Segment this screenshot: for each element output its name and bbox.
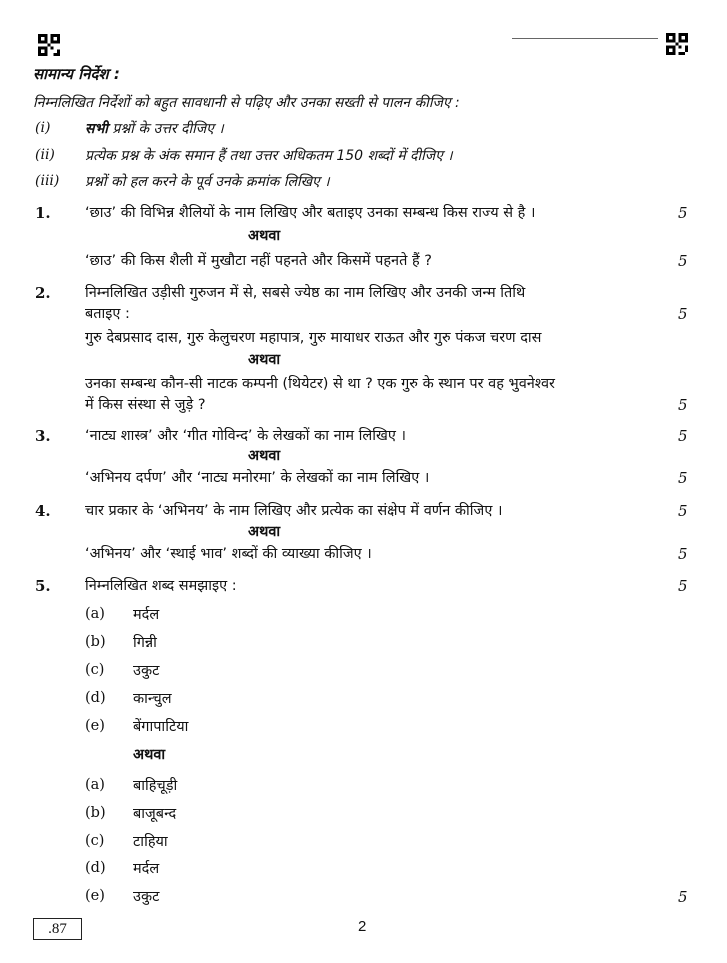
instruction-text: प्रत्येक प्रश्न के अंक समान हैं तथा उत्तर अधिकतम 150 शब्दों में दीजिए । (85, 148, 453, 164)
option-term: बाहिचूड़ी (133, 778, 178, 794)
option-label: (a) (85, 777, 105, 793)
or-label: अथवा (248, 228, 281, 244)
question-text-alternative: ‘अभिनय’ और ‘स्थाई भाव’ शब्दों की व्याख्या कीजिए । (85, 546, 372, 562)
page-number: 2 (358, 918, 367, 935)
marks-label: 5 (678, 469, 688, 487)
question-text: ‘छाउ’ की विभिन्न शैलियों के नाम लिखिए और बताइए उनका सम्बन्ध किस राज्य से है । (85, 205, 536, 221)
option-label: (b) (85, 805, 106, 821)
marks-label: 5 (678, 545, 688, 563)
question-number: 5. (35, 577, 51, 595)
paper-code-box: .87 (33, 918, 82, 940)
instruction-body: प्रश्नों के उत्तर दीजिए । (112, 121, 224, 137)
question-text-line: निम्नलिखित उड़ीसी गुरुजन में से, सबसे ज्येष्ठ का नाम लिखिए और उनकी जन्म तिथि (85, 285, 526, 301)
question-text-line: उनका सम्बन्ध कौन-सी नाटक कम्पनी (थियेटर) से था ? एक गुरु के स्थान पर वह भुवनेश्वर (85, 376, 555, 392)
question-number: 1. (35, 204, 51, 222)
option-label: (d) (85, 860, 106, 876)
option-term: टाहिया (133, 834, 168, 850)
option-term: गिन्नी (133, 635, 157, 651)
instruction-text (85, 119, 224, 138)
question-text: चार प्रकार के ‘अभिनय’ के नाम लिखिए और प्रत्येक का संक्षेप में वर्णन कीजिए । (85, 503, 503, 519)
question-number: 4. (35, 502, 51, 520)
option-label: (c) (85, 833, 105, 849)
instructions-intro: निम्नलिखित निर्देशों को बहुत सावधानी से पढ़िए और उनका सख्ती से पालन कीजिए : (33, 95, 460, 111)
option-term: बेंगापाटिया (133, 719, 189, 735)
qr-code-icon (38, 34, 60, 56)
question-text: निम्नलिखित शब्द समझाइए : (85, 578, 237, 594)
option-term: बाजूबन्द (133, 806, 177, 822)
instruction-number: (i) (35, 120, 51, 136)
or-label: अथवा (248, 352, 281, 368)
marks-label: 5 (678, 888, 688, 906)
marks-label: 5 (678, 502, 688, 520)
question-text-alternative: ‘छाउ’ की किस शैली में मुखौटा नहीं पहनते और किसमें पहनते हैं ? (85, 253, 432, 269)
marks-label: 5 (678, 252, 688, 270)
question-text-line: बताइए : (85, 306, 130, 322)
option-label: (c) (85, 662, 105, 678)
instruction-emphasis: सभी (85, 121, 108, 137)
marks-label: 5 (678, 305, 688, 323)
marks-label: 5 (678, 577, 688, 595)
question-text: ‘नाट्य शास्त्र’ और ‘गीत गोविन्द’ के लेखकों का नाम लिखिए । (85, 428, 406, 444)
question-text-line: में किस संस्था से जुड़े ? (85, 397, 206, 413)
option-label: (a) (85, 606, 105, 622)
option-term: कान्चुल (133, 691, 172, 707)
option-term: उकुट (133, 663, 160, 679)
option-label: (b) (85, 634, 106, 650)
or-label: अथवा (133, 747, 166, 763)
instruction-number: (iii) (35, 173, 60, 189)
question-number: 2. (35, 284, 51, 302)
qr-code-icon (666, 33, 688, 55)
instruction-number: (ii) (35, 147, 55, 163)
option-label: (e) (85, 718, 105, 734)
instruction-text: प्रश्नों को हल करने के पूर्व उनके क्रमांक लिखिए । (85, 174, 330, 190)
option-label: (e) (85, 888, 105, 904)
marks-label: 5 (678, 204, 688, 222)
question-text-line: गुरु देबप्रसाद दास, गुरु केलुचरण महापात्र, गुरु मायाधर राऊत और गुरु पंकज चरण दास (85, 330, 542, 346)
instructions-title: सामान्य निर्देश : (33, 65, 120, 83)
marks-label: 5 (678, 396, 688, 414)
option-term: उकुट (133, 889, 160, 905)
marks-label: 5 (678, 427, 688, 445)
option-term: मर्दल (133, 607, 160, 623)
or-label: अथवा (248, 524, 281, 540)
top-rule (512, 38, 658, 39)
question-text-alternative: ‘अभिनय दर्पण’ और ‘नाट्य मनोरमा’ के लेखकों का नाम लिखिए । (85, 470, 430, 486)
question-number: 3. (35, 427, 51, 445)
option-term: मर्दल (133, 861, 160, 877)
option-label: (d) (85, 690, 106, 706)
or-label: अथवा (248, 448, 281, 464)
